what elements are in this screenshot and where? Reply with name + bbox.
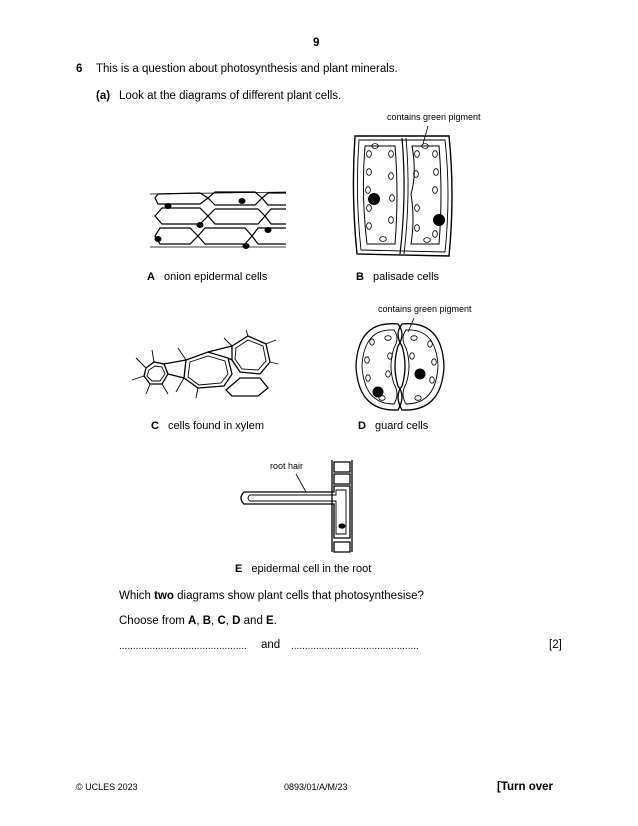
diagram-e-caption <box>235 562 371 576</box>
part-intro: Look at the diagrams of different plant cells. <box>119 90 342 102</box>
diagram-d-caption <box>358 419 428 433</box>
diagram-b-letter: B <box>356 271 364 283</box>
part-label: (a) <box>96 90 111 102</box>
choose-and: and <box>240 615 267 627</box>
diagram-d-label: guard cells <box>375 420 429 432</box>
diagram-d-letter: D <box>358 420 366 432</box>
question-number: 6 <box>76 63 83 75</box>
footer-code: 0893/01/A/M/23 <box>284 782 348 792</box>
prompt-pre: Which <box>119 590 155 602</box>
choose-letter-d: D <box>232 615 241 627</box>
choose-pre: Choose from <box>119 615 189 627</box>
page-number: 9 <box>313 37 320 49</box>
answer-line-1[interactable]: .............................................. <box>119 641 247 652</box>
diagram-e-letter: E <box>235 563 243 575</box>
diagram-a-onion-cells <box>150 186 290 256</box>
choose-sep-2: , <box>211 615 218 627</box>
diagram-a-letter: A <box>147 271 155 283</box>
choose-letter-a: A <box>188 615 197 627</box>
choose-end: . <box>273 615 277 627</box>
question-text: This is a question about photosynthesis and plant minerals. <box>96 63 398 75</box>
answer-line-2[interactable]: .............................................. <box>291 641 419 652</box>
diagram-a-label: onion epidermal cells <box>164 271 268 283</box>
question-prompt <box>119 589 424 603</box>
diagram-d-guard-cells <box>352 316 448 416</box>
choose-sep-1: , <box>196 615 203 627</box>
footer-turn-over: [Turn over <box>497 781 554 793</box>
diagram-e-label: epidermal cell in the root <box>251 563 372 575</box>
diagram-e-annotation: root hair <box>270 461 304 471</box>
diagram-b-label: palisade cells <box>373 271 440 283</box>
marks: [2] <box>549 639 562 651</box>
diagram-c-letter: C <box>151 420 159 432</box>
diagram-c-label: cells found in xylem <box>168 420 265 432</box>
diagram-d-annotation: contains green pigment <box>378 304 472 314</box>
diagram-c-caption <box>151 419 264 433</box>
diagram-b-annotation: contains green pigment <box>387 112 481 122</box>
diagram-a-caption <box>147 270 267 284</box>
answer-and: and <box>261 639 281 651</box>
choose-letter-e: E <box>266 615 274 627</box>
diagram-b-caption <box>356 270 439 284</box>
choose-instruction <box>119 614 277 628</box>
choose-letter-c: C <box>217 615 226 627</box>
diagram-e-root-hair-cell <box>236 458 360 554</box>
choose-sep-3: , <box>225 615 233 627</box>
diagram-b-palisade-cells <box>345 124 460 264</box>
choose-letter-b: B <box>202 615 212 627</box>
prompt-bold: two <box>154 590 174 602</box>
prompt-post: diagrams show plant cells that photosynthesise? <box>173 590 424 602</box>
footer-copyright: © UCLES 2023 <box>76 782 138 792</box>
diagram-c-xylem-cells <box>128 330 278 400</box>
